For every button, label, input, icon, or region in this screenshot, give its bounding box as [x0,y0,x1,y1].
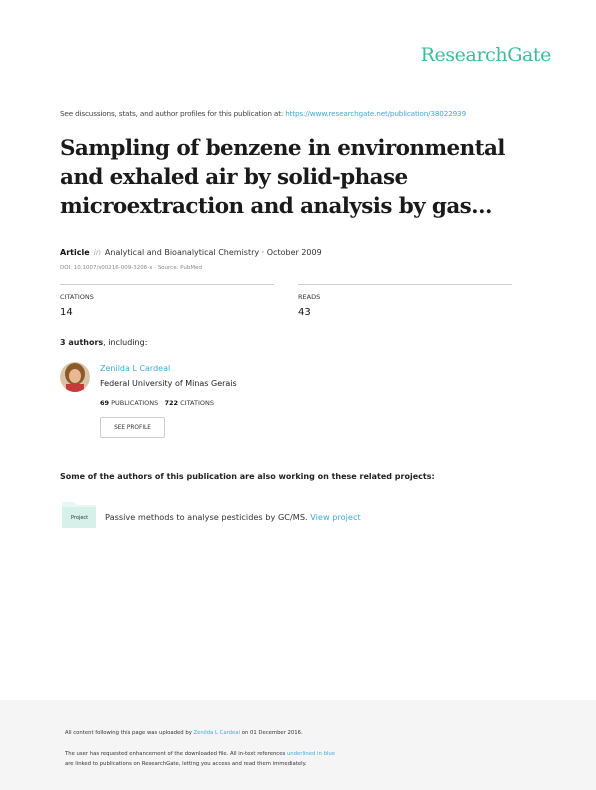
author-citations-count: 722 [164,399,179,407]
publication-type: Article [60,248,90,257]
reads-count: 43 [298,307,311,318]
publication-meta [60,248,322,257]
footer-enhancement-line [65,751,335,757]
view-project-link[interactable]: View project [310,512,361,522]
journal-name[interactable]: Analytical and Bioanalytical Chemistry · October 2009 [104,248,322,257]
footer-upload-line [65,730,303,736]
publication-url-link[interactable]: https://www.researchgate.net/publication/38022939 [285,109,466,118]
footer-upload-suffix: on 01 December 2016. [240,730,303,736]
see-profile-button[interactable]: SEE PROFILE [100,417,165,438]
author-institution: Federal University of Minas Gerais [100,379,237,388]
footer [0,700,596,790]
related-projects-heading: Some of the authors of this publication are also working on these related projects: [60,472,435,481]
project-folder-icon [62,502,96,528]
reads-label: READS [298,293,321,301]
citations-label: CITATIONS [60,293,94,301]
author-publications-label: PUBLICATIONS [111,399,159,407]
footer-linked-line: are linked to publications on ResearchGate, letting you access and read them immediately. [65,761,307,767]
reads-divider [298,284,512,285]
citations-count: 14 [60,307,73,318]
footer-enhancement-prefix: The user has requested enhancement of the downloaded file. All in-text references [65,751,287,757]
author-avatar[interactable] [60,362,90,392]
authors-heading [60,338,147,347]
project-description: Passive methods to analyse pesticides by GC/MS. [105,512,311,522]
discussion-prefix: See discussions, stats, and author profiles for this publication at: [60,109,286,118]
project-icon-label: Project [71,515,89,521]
publication-title: Sampling of benzene in environmental and exhaled air by solid-phase microextraction and analysis by gas... [60,136,505,219]
footer-underlined-link[interactable]: underlined in blue [286,751,336,757]
authors-count: 3 authors [60,338,104,347]
author-citations-label: CITATIONS [180,399,214,407]
discussion-line [60,109,466,118]
citations-divider [60,284,274,285]
author-publications-count: 69 [100,399,110,407]
project-item [105,512,361,522]
footer-uploader-link[interactable]: Zenilda L Cardeal [193,730,241,736]
researchgate-logo[interactable]: ResearchGate [420,44,551,66]
footer-upload-prefix: All content following this page was uploaded by [65,730,194,736]
meta-in-label: in [93,248,101,257]
author-name-link[interactable]: Zenilda L Cardeal [100,364,171,373]
author-stats [100,399,214,407]
authors-suffix: , including: [103,338,148,347]
doi-line: DOI: 10.1007/s00216-009-3206-x · Source: PubMed [60,265,203,271]
